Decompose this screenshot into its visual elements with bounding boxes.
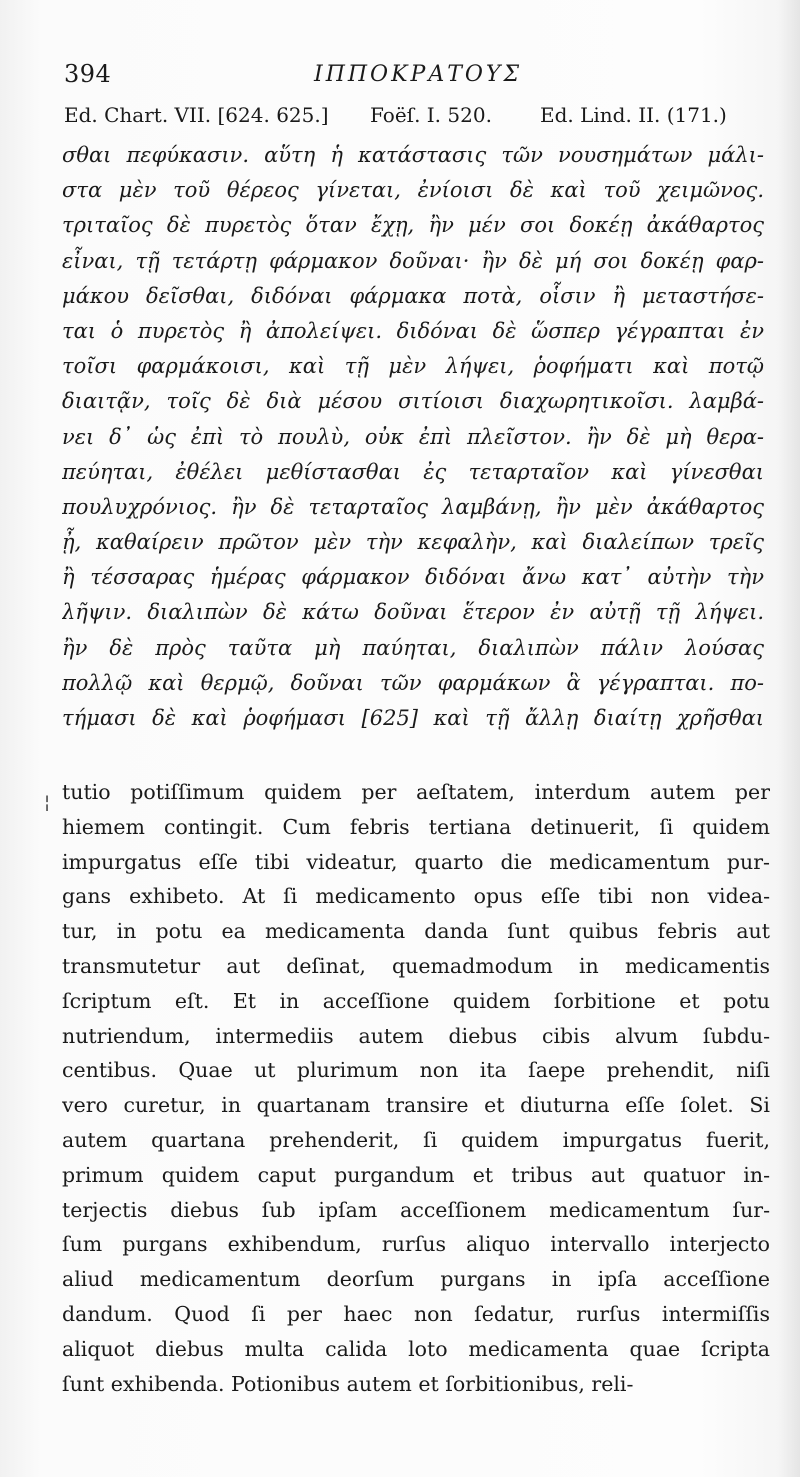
latin-line: impurgatus eſſe tibi videatur, quarto die medicamentum pur- <box>62 849 770 874</box>
edition-chart-reference: Ed. Chart. VII. [624. 625.] <box>64 103 329 127</box>
greek-line: ᾖ, καθαίρειν πρῶτον μὲν τὴν κεφαλὴν, καὶ διαλείπων τρεῖς <box>62 530 764 555</box>
greek-line: διαιτᾷν, τοῖς δὲ διὰ μέσου σιτίοισι διαχωρητικοῖσι. λαμβά- <box>62 389 764 414</box>
greek-line: νει δ᾽ ὡς ἐπὶ τὸ πουλὺ, οὐκ ἐπὶ πλεῖστον. ἢν δὲ μὴ θερα- <box>62 424 764 449</box>
greek-line: τήμασι δὲ καὶ ῥοφήμασι [625] καὶ τῇ ἄλλῃ διαίτῃ χρῆσθαι <box>62 706 764 730</box>
latin-line: dandum. Quod ſi per haec non ſedatur, rurſus intermiſſis <box>62 1301 770 1326</box>
greek-line: ται ὁ πυρετὸς ἢ ἀπολείψει. διδόναι δὲ ὥσπερ γέγραπται ἐν <box>62 318 764 343</box>
greek-line: λῆψιν. διαλιπὼν δὲ κάτω δοῦναι ἕτερον ἐν αὐτῇ τῇ λήψει. <box>62 600 764 625</box>
latin-line: vero curetur, in quartanam transire et diuturna eſſe ſolet. Si <box>62 1093 770 1118</box>
greek-line: τοῖσι φαρμάκοισι, καὶ τῇ μὲν λήψει, ῥοφήματι καὶ ποτῷ <box>62 354 764 379</box>
greek-line: στα μὲν τοῦ θέρεος γίνεται, ἐνίοισι δὲ καὶ τοῦ χειμῶνος. <box>62 178 764 203</box>
greek-line: πολλῷ καὶ θερμῷ, δοῦναι τῶν φαρμάκων ἃ γέγραπται. πο- <box>62 670 764 695</box>
latin-line: aliud medicamentum deorſum purgans in ipſa acceſſione <box>62 1267 770 1292</box>
greek-line: ἢ τέσσαρας ἡμέρας φάρμακον διδόναι ἄνω κατ᾽ αὐτὴν τὴν <box>62 565 764 590</box>
latin-line: terjectis diebus ſub ipſam acceſſionem medicamentum ſur- <box>62 1197 770 1222</box>
greek-line: πεύηται, ἐθέλει μεθίστασθαι ἐς τεταρταῖον καὶ γίνεσθαι <box>62 459 764 484</box>
margin-mark: ¦ <box>44 792 51 813</box>
greek-line: μάκου δεῖσθαι, διδόναι φάρμακα ποτὰ, οἷσιν ἢ μεταστήσε- <box>62 283 764 308</box>
greek-line: πουλυχρόνιος. ἢν δὲ τεταρταῖος λαμβάνῃ, ἢν μὲν ἀκάθαρτος <box>62 494 764 519</box>
greek-line: σθαι πεφύκασιν. αὕτη ἡ κατάστασις τῶν νουσημάτων μάλι- <box>62 143 764 167</box>
latin-line: autem quartana prehenderit, ſi quidem impurgatus fuerit, <box>62 1127 770 1152</box>
greek-line: τριταῖος δὲ πυρετὸς ὅταν ἔχῃ, ἢν μέν σοι δοκέῃ ἀκάθαρτος <box>62 213 764 238</box>
greek-line: ἢν δὲ πρὸς ταῦτα μὴ παύηται, διαλιπὼν πάλιν λούσας <box>62 635 764 660</box>
latin-line: transmutetur aut deſinat, quemadmodum in medicamentis <box>62 953 770 978</box>
greek-line: εἶναι, τῇ τετάρτῃ φάρμακον δοῦναι· ἢν δὲ μή σοι δοκέῃ φαρ- <box>62 248 764 273</box>
page-number: 394 <box>64 60 112 88</box>
latin-line: centibus. Quae ut plurimum non ita ſaepe prehendit, niſi <box>62 1058 770 1083</box>
page-header <box>64 48 754 88</box>
latin-line: hiemem contingit. Cum febris tertiana detinuerit, ſi quidem <box>62 814 770 839</box>
latin-line: aliquot diebus multa calida loto medicamenta quae ſcripta <box>62 1336 770 1361</box>
running-head: ΙΠΠΟΚΡΑΤΟΥΣ <box>314 62 523 87</box>
latin-line: tur, in potu ea medicamenta danda ſunt quibus febris aut <box>62 919 770 944</box>
latin-line: primum quidem caput purgandum et tribus aut quatuor in- <box>62 1162 770 1187</box>
edition-lind-reference: Ed. Lind. II. (171.) <box>540 103 727 127</box>
edition-foes-reference: Foëſ. I. 520. <box>370 103 492 127</box>
edition-reference-line <box>64 103 784 133</box>
latin-line: gans exhibeto. At ſi medicamento opus eſſe tibi non videa- <box>62 884 770 909</box>
latin-text-block <box>62 775 770 1401</box>
latin-line: ſum purgans exhibendum, rurſus aliquo intervallo interjecto <box>62 1232 770 1257</box>
latin-line: ſunt exhibenda. Potionibus autem et ſorbitionibus, reli- <box>62 1371 634 1396</box>
latin-line: ſcriptum eſt. Et in acceſſione quidem ſorbitione et potu <box>62 988 770 1013</box>
greek-text-block <box>62 138 764 736</box>
latin-line: nutriendum, intermediis autem diebus cibis alvum ſubdu- <box>62 1023 770 1048</box>
latin-line: tutio potiſſimum quidem per aeſtatem, interdum autem per <box>62 780 770 804</box>
